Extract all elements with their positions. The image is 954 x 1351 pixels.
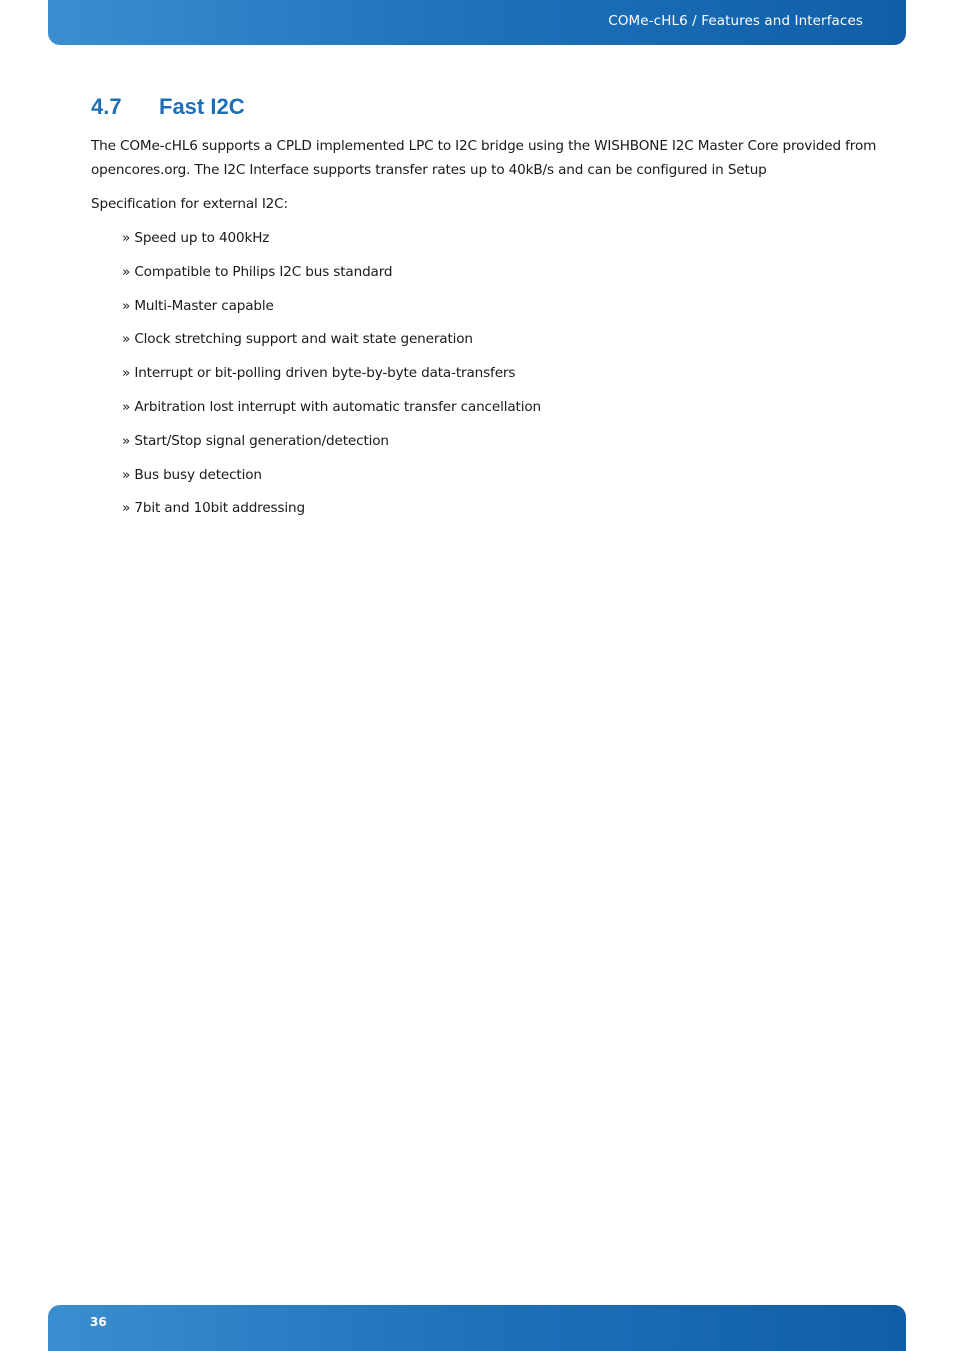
list-item: » Start/Stop signal generation/detection	[122, 432, 389, 449]
list-item: » Speed up to 400kHz	[122, 230, 270, 246]
list-item: » Compatible to Philips I2C bus standard	[122, 263, 393, 280]
list-item: » Bus busy detection	[122, 466, 262, 483]
list-item: » Clock stretching support and wait state generation	[122, 331, 473, 348]
header-title: COMe-cHL6 / Features and Interfaces	[608, 13, 863, 29]
section-number: 4.7	[91, 94, 122, 119]
list-item: » 7bit and 10bit addressing	[122, 500, 305, 517]
intro-line-1: The COMe-cHL6 supports a CPLD implemented LPC to I2C bridge using the WISHBONE I2C Master Core provided from	[91, 138, 877, 154]
page-number: 36	[90, 1315, 107, 1329]
intro-line-2: opencores.org. The I2C Interface supports transfer rates up to 40kB/s and can be configured in Setup	[91, 162, 767, 178]
spec-list	[122, 226, 541, 530]
intro-paragraph	[91, 134, 876, 182]
section-heading	[91, 94, 245, 120]
list-item: » Arbitration lost interrupt with automatic transfer cancellation	[122, 398, 541, 415]
spec-label: Specification for external I2C:	[91, 196, 288, 212]
page-header	[48, 0, 906, 45]
list-item: » Multi-Master capable	[122, 297, 274, 314]
list-item: » Interrupt or bit-polling driven byte-by-byte data-transfers	[122, 365, 516, 382]
section-title: Fast I2C	[159, 94, 245, 119]
page-footer	[48, 1305, 906, 1351]
